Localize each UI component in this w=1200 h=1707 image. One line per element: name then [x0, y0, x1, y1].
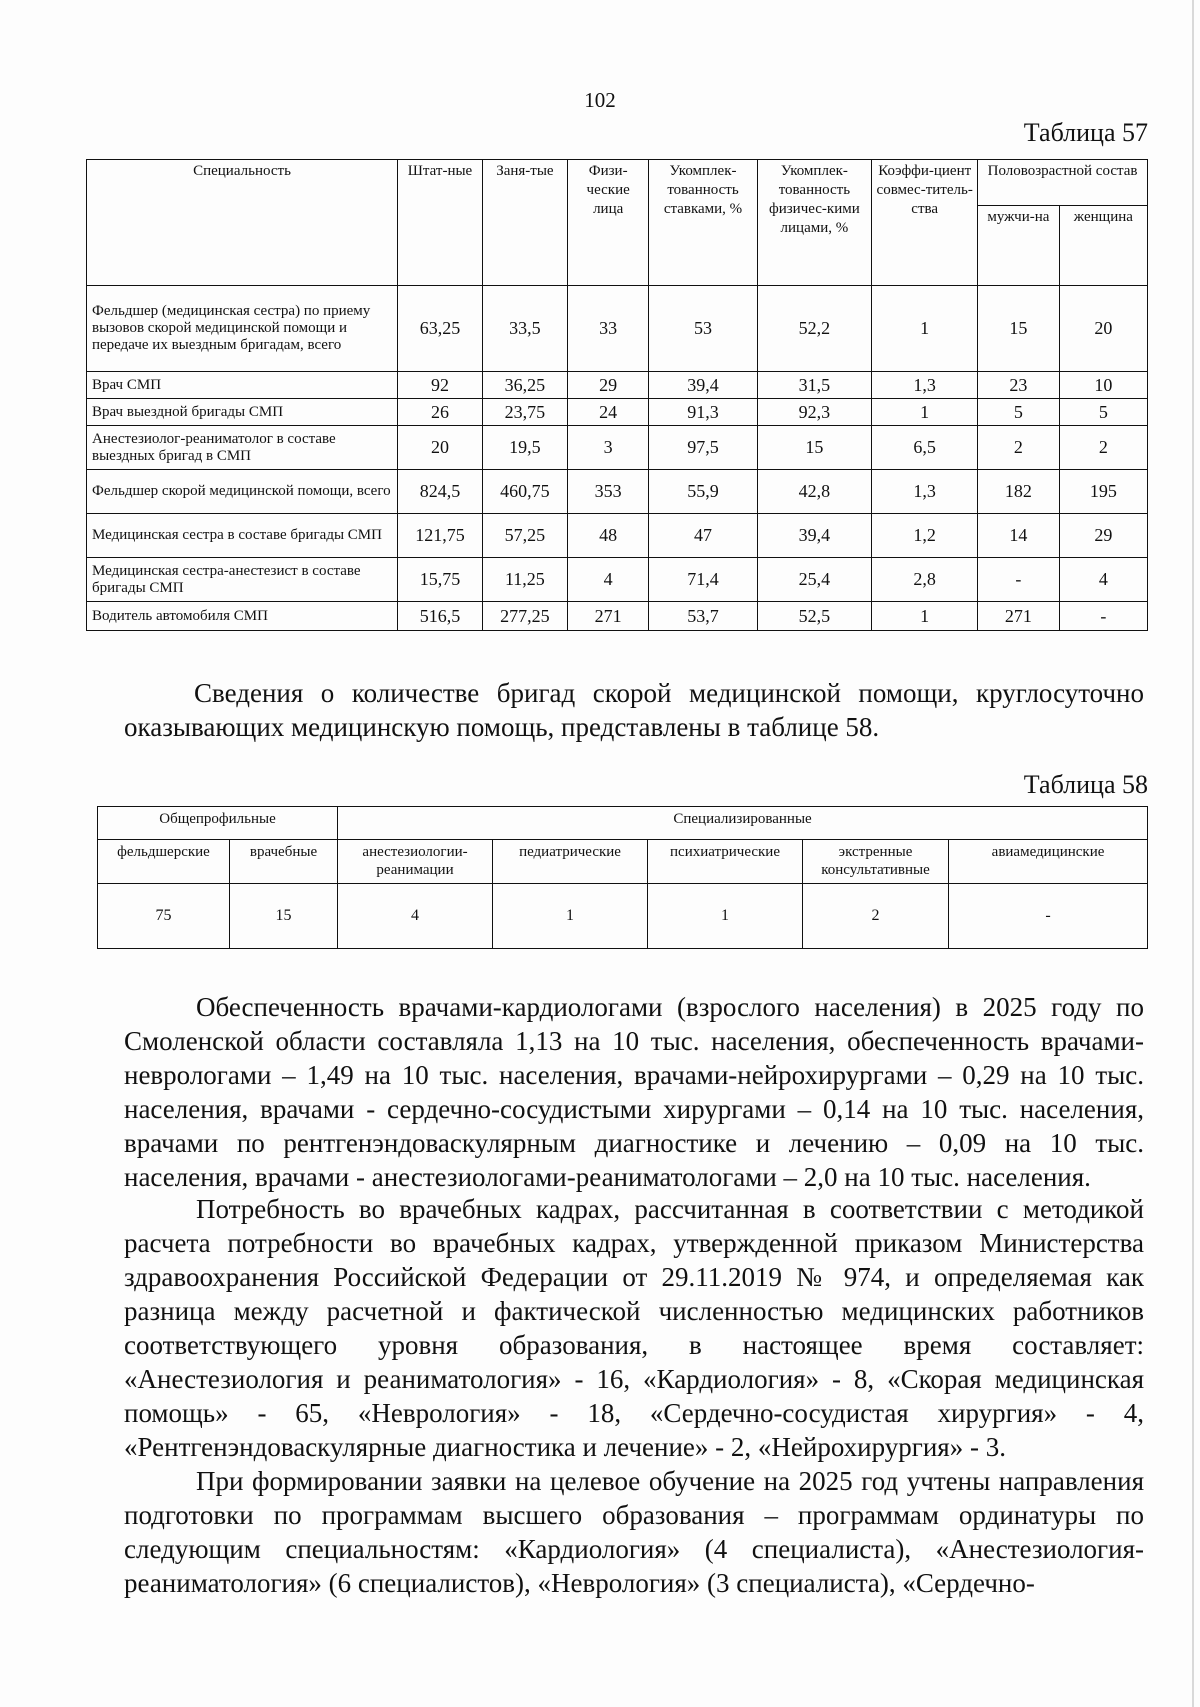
table-row: [87, 286, 1148, 372]
header-women: женщина: [1059, 206, 1147, 286]
header-staff: Штат-ные: [398, 160, 483, 286]
cell-persons: 4: [567, 558, 649, 602]
cell-rate: 47: [649, 514, 757, 558]
cell-phys: 92,3: [757, 399, 872, 426]
scan-edge-line: [1192, 0, 1194, 1707]
cell-occupied: 23,75: [482, 399, 567, 426]
table-row: [87, 602, 1148, 631]
cell-value: 1: [648, 884, 803, 949]
cell-phys: 15: [757, 426, 872, 470]
column-header: экстренные консультативные: [803, 840, 949, 884]
table-57-caption: Таблица 57: [1023, 118, 1148, 147]
row-name: Анестезиолог-реаниматолог в составе выездных бригад в СМП: [87, 426, 398, 470]
table-57: [86, 159, 1148, 631]
cell-phys: 31,5: [757, 372, 872, 399]
table-row: [87, 399, 1148, 426]
cell-persons: 33: [567, 286, 649, 372]
cell-rate: 55,9: [649, 470, 757, 514]
header-rate-staffing: Укомплек-тованность ставками, %: [649, 160, 757, 286]
cell-staff: 15,75: [398, 558, 483, 602]
table-58: [97, 806, 1148, 949]
cell-value: 1: [493, 884, 648, 949]
cell-staff: 121,75: [398, 514, 483, 558]
cell-women: 195: [1059, 470, 1147, 514]
cell-phys: 39,4: [757, 514, 872, 558]
column-header: авиамедицинские: [949, 840, 1148, 884]
cell-staff: 63,25: [398, 286, 483, 372]
paragraph-target-training: При формировании заявки на целевое обучение на 2025 год учтены направления подготовки по программам высшего образования – программам ординатуры по следующим специальностям: «Кардиология» (4 специалиста), «Анестезиология-реаниматология» (6 специалистов), «Неврология» (3 специалиста), «Сердечно-: [124, 1466, 1144, 1598]
cell-women: 5: [1059, 399, 1147, 426]
table-row: [87, 514, 1148, 558]
page-number: 102: [584, 88, 616, 112]
cell-occupied: 277,25: [482, 602, 567, 631]
table-row: [98, 884, 1148, 949]
header-specialty: Специальность: [87, 160, 398, 286]
row-name: Фельдшер скорой медицинской помощи, всего: [87, 470, 398, 514]
cell-women: 10: [1059, 372, 1147, 399]
cell-staff: 26: [398, 399, 483, 426]
cell-men: 15: [978, 286, 1060, 372]
cell-occupied: 33,5: [482, 286, 567, 372]
cell-value: 15: [230, 884, 338, 949]
cell-staff: 824,5: [398, 470, 483, 514]
cell-phys: 52,2: [757, 286, 872, 372]
table-58-caption: Таблица 58: [1023, 770, 1148, 799]
header-age-sex: Половозрастной состав: [978, 160, 1148, 206]
cell-rate: 91,3: [649, 399, 757, 426]
cell-occupied: 36,25: [482, 372, 567, 399]
cell-men: 182: [978, 470, 1060, 514]
row-name: Медицинская сестра в составе бригады СМП: [87, 514, 398, 558]
paragraph-demand: Потребность во врачебных кадрах, рассчитанная в соответствии с методикой расчета потребности во врачебных кадрах, утвержденной приказом Министерства здравоохранения Российской Федерации от 29.11.2019 № 974, и определяемая как разница между расчетной и фактической численностью медицинских работников соответствующего уровня образования, в настоящее время составляет: «Анестезиология и реаниматология» - 16, «Кардиология» - 8, «Скорая медицинская помощь» - 65, «Неврология» - 18, «Сердечно-сосудистая хирургия» - 4, «Рентгенэндоваскулярные диагностика и лечение» - 2, «Нейрохирургия» - 3.: [124, 1194, 1144, 1462]
cell-men: 14: [978, 514, 1060, 558]
cell-women: 20: [1059, 286, 1147, 372]
cell-men: 23: [978, 372, 1060, 399]
cell-coef: 1: [872, 399, 978, 426]
row-name: Медицинская сестра-анестезист в составе бригады СМП: [87, 558, 398, 602]
cell-value: 75: [98, 884, 230, 949]
cell-coef: 2,8: [872, 558, 978, 602]
cell-men: 2: [978, 426, 1060, 470]
header-persons: Физи-ческие лица: [567, 160, 649, 286]
cell-occupied: 460,75: [482, 470, 567, 514]
cell-staff: 516,5: [398, 602, 483, 631]
cell-coef: 1: [872, 602, 978, 631]
cell-persons: 353: [567, 470, 649, 514]
header-coefficient: Коэффи-циент совмес-титель-ства: [872, 160, 978, 286]
cell-staff: 92: [398, 372, 483, 399]
cell-persons: 271: [567, 602, 649, 631]
header-specialized-brigades: Специализированные: [338, 807, 1148, 840]
header-occupied: Заня-тые: [482, 160, 567, 286]
cell-coef: 1,3: [872, 470, 978, 514]
header-person-staffing: Укомплек-тованность физичес-кими лицами, %: [757, 160, 872, 286]
cell-phys: 42,8: [757, 470, 872, 514]
row-name: Врач выездной бригады СМП: [87, 399, 398, 426]
cell-occupied: 19,5: [482, 426, 567, 470]
cell-value: 2: [803, 884, 949, 949]
cell-persons: 48: [567, 514, 649, 558]
cell-coef: 1: [872, 286, 978, 372]
cell-phys: 25,4: [757, 558, 872, 602]
cell-women: 29: [1059, 514, 1147, 558]
header-men: мужчи-на: [978, 206, 1060, 286]
column-header: фельдшерские: [98, 840, 230, 884]
cell-women: 2: [1059, 426, 1147, 470]
cell-rate: 71,4: [649, 558, 757, 602]
cell-staff: 20: [398, 426, 483, 470]
paragraph-intro-table-58: Сведения о количестве бригад скорой медицинской помощи, круглосуточно оказывающих медицинскую помощь, представлены в таблице 58.: [124, 678, 1144, 742]
column-header: педиатрические: [493, 840, 648, 884]
table-row: [87, 372, 1148, 399]
column-header: анестезиологии-реанимации: [338, 840, 493, 884]
cell-rate: 97,5: [649, 426, 757, 470]
cell-value: 4: [338, 884, 493, 949]
table-row: [87, 558, 1148, 602]
cell-men: -: [978, 558, 1060, 602]
cell-men: 5: [978, 399, 1060, 426]
cell-occupied: 57,25: [482, 514, 567, 558]
cell-women: -: [1059, 602, 1147, 631]
cell-rate: 53,7: [649, 602, 757, 631]
cell-occupied: 11,25: [482, 558, 567, 602]
cell-rate: 53: [649, 286, 757, 372]
cell-persons: 29: [567, 372, 649, 399]
table-row: [87, 470, 1148, 514]
cell-coef: 1,3: [872, 372, 978, 399]
row-name: Водитель автомобиля СМП: [87, 602, 398, 631]
row-name: Фельдшер (медицинская сестра) по приему вызовов скорой медицинской помощи и передаче их выездным бригадам, всего: [87, 286, 398, 372]
cell-persons: 3: [567, 426, 649, 470]
table-row: [87, 426, 1148, 470]
cell-value: -: [949, 884, 1148, 949]
column-header: психиатрические: [648, 840, 803, 884]
cell-men: 271: [978, 602, 1060, 631]
cell-coef: 1,2: [872, 514, 978, 558]
cell-rate: 39,4: [649, 372, 757, 399]
row-name: Врач СМП: [87, 372, 398, 399]
cell-women: 4: [1059, 558, 1147, 602]
header-general-brigades: Общепрофильные: [98, 807, 338, 840]
paragraph-provision: Обеспеченность врачами-кардиологами (взрослого населения) в 2025 году по Смоленской области составляла 1,13 на 10 тыс. населения, обеспеченность врачами-неврологами – 1,49 на 10 тыс. населения, врачами-нейрохирургами – 0,29 на 10 тыс. населения, врачами - сердечно-сосудистыми хирургами – 0,14 на 10 тыс. населения, врачами по рентгенэндоваскулярным диагностике и лечению – 0,09 на 10 тыс. населения, врачами - анестезиологами-реаниматологами – 2,0 на 10 тыс. населения.: [124, 992, 1144, 1192]
column-header: врачебные: [230, 840, 338, 884]
cell-coef: 6,5: [872, 426, 978, 470]
cell-persons: 24: [567, 399, 649, 426]
cell-phys: 52,5: [757, 602, 872, 631]
